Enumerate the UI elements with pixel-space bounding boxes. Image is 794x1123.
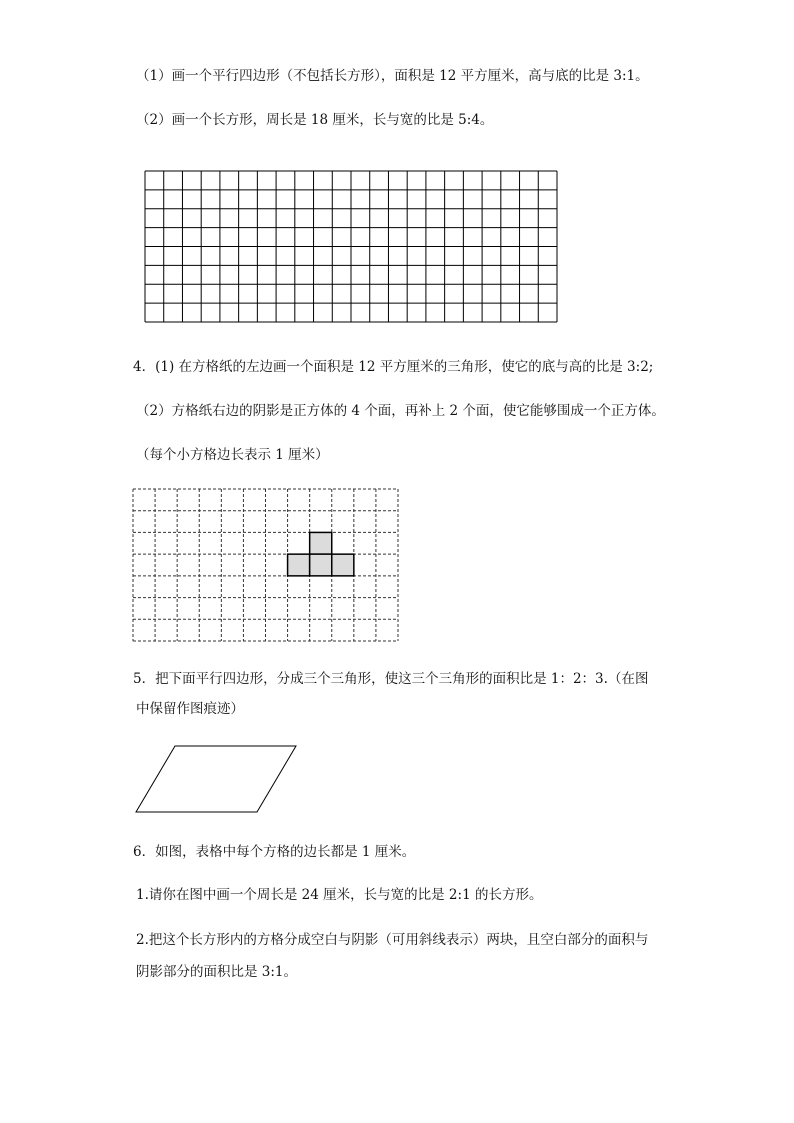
- shaded-cube-face: [310, 554, 332, 576]
- q5-line2: 中保留作图痕迹）: [136, 701, 244, 717]
- shaded-cube-face: [288, 554, 310, 576]
- dashed-grid-paper: [133, 489, 398, 641]
- q6-intro: 6．如图，表格中每个方格的边长都是 1 厘米。: [133, 844, 416, 860]
- square-grid-paper: [145, 171, 557, 322]
- q3-part1: （1）画一个平行四边形（不包括长方形），面积是 12 平方厘米，高与底的比是 3:1。: [136, 68, 649, 84]
- shaded-cube-face: [332, 554, 354, 576]
- q3-part2: （2）画一个长方形，周长是 18 厘米，长与宽的比是 5:4。: [136, 112, 494, 128]
- q6-task2-line1: 2.把这个长方形内的方格分成空白与阴影（可用斜线表示）两块，且空白部分的面积与: [136, 932, 649, 948]
- q5-line1: 5．把下面平行四边形，分成三个三角形，使这三个三角形的面积比是 1：2：3.（在图: [133, 671, 649, 687]
- q6-task1: 1.请你在图中画一个周长是 24 厘米，长与宽的比是 2:1 的长方形。: [136, 887, 543, 903]
- parallelogram: [136, 746, 296, 812]
- q4-note: （每个小方格边长表示 1 厘米）: [136, 447, 329, 463]
- q6-task2-line2: 阴影部分的面积比是 3:1。: [136, 964, 298, 980]
- q4-part1: 4．(1) 在方格纸的左边画一个面积是 12 平方厘米的三角形，使它的底与高的比是 3:2;: [133, 359, 654, 375]
- shaded-cube-face: [310, 532, 332, 554]
- q4-part2: （2）方格纸右边的阴影是正方体的 4 个面，再补上 2 个面，使它能够围成一个正方体。: [136, 403, 665, 419]
